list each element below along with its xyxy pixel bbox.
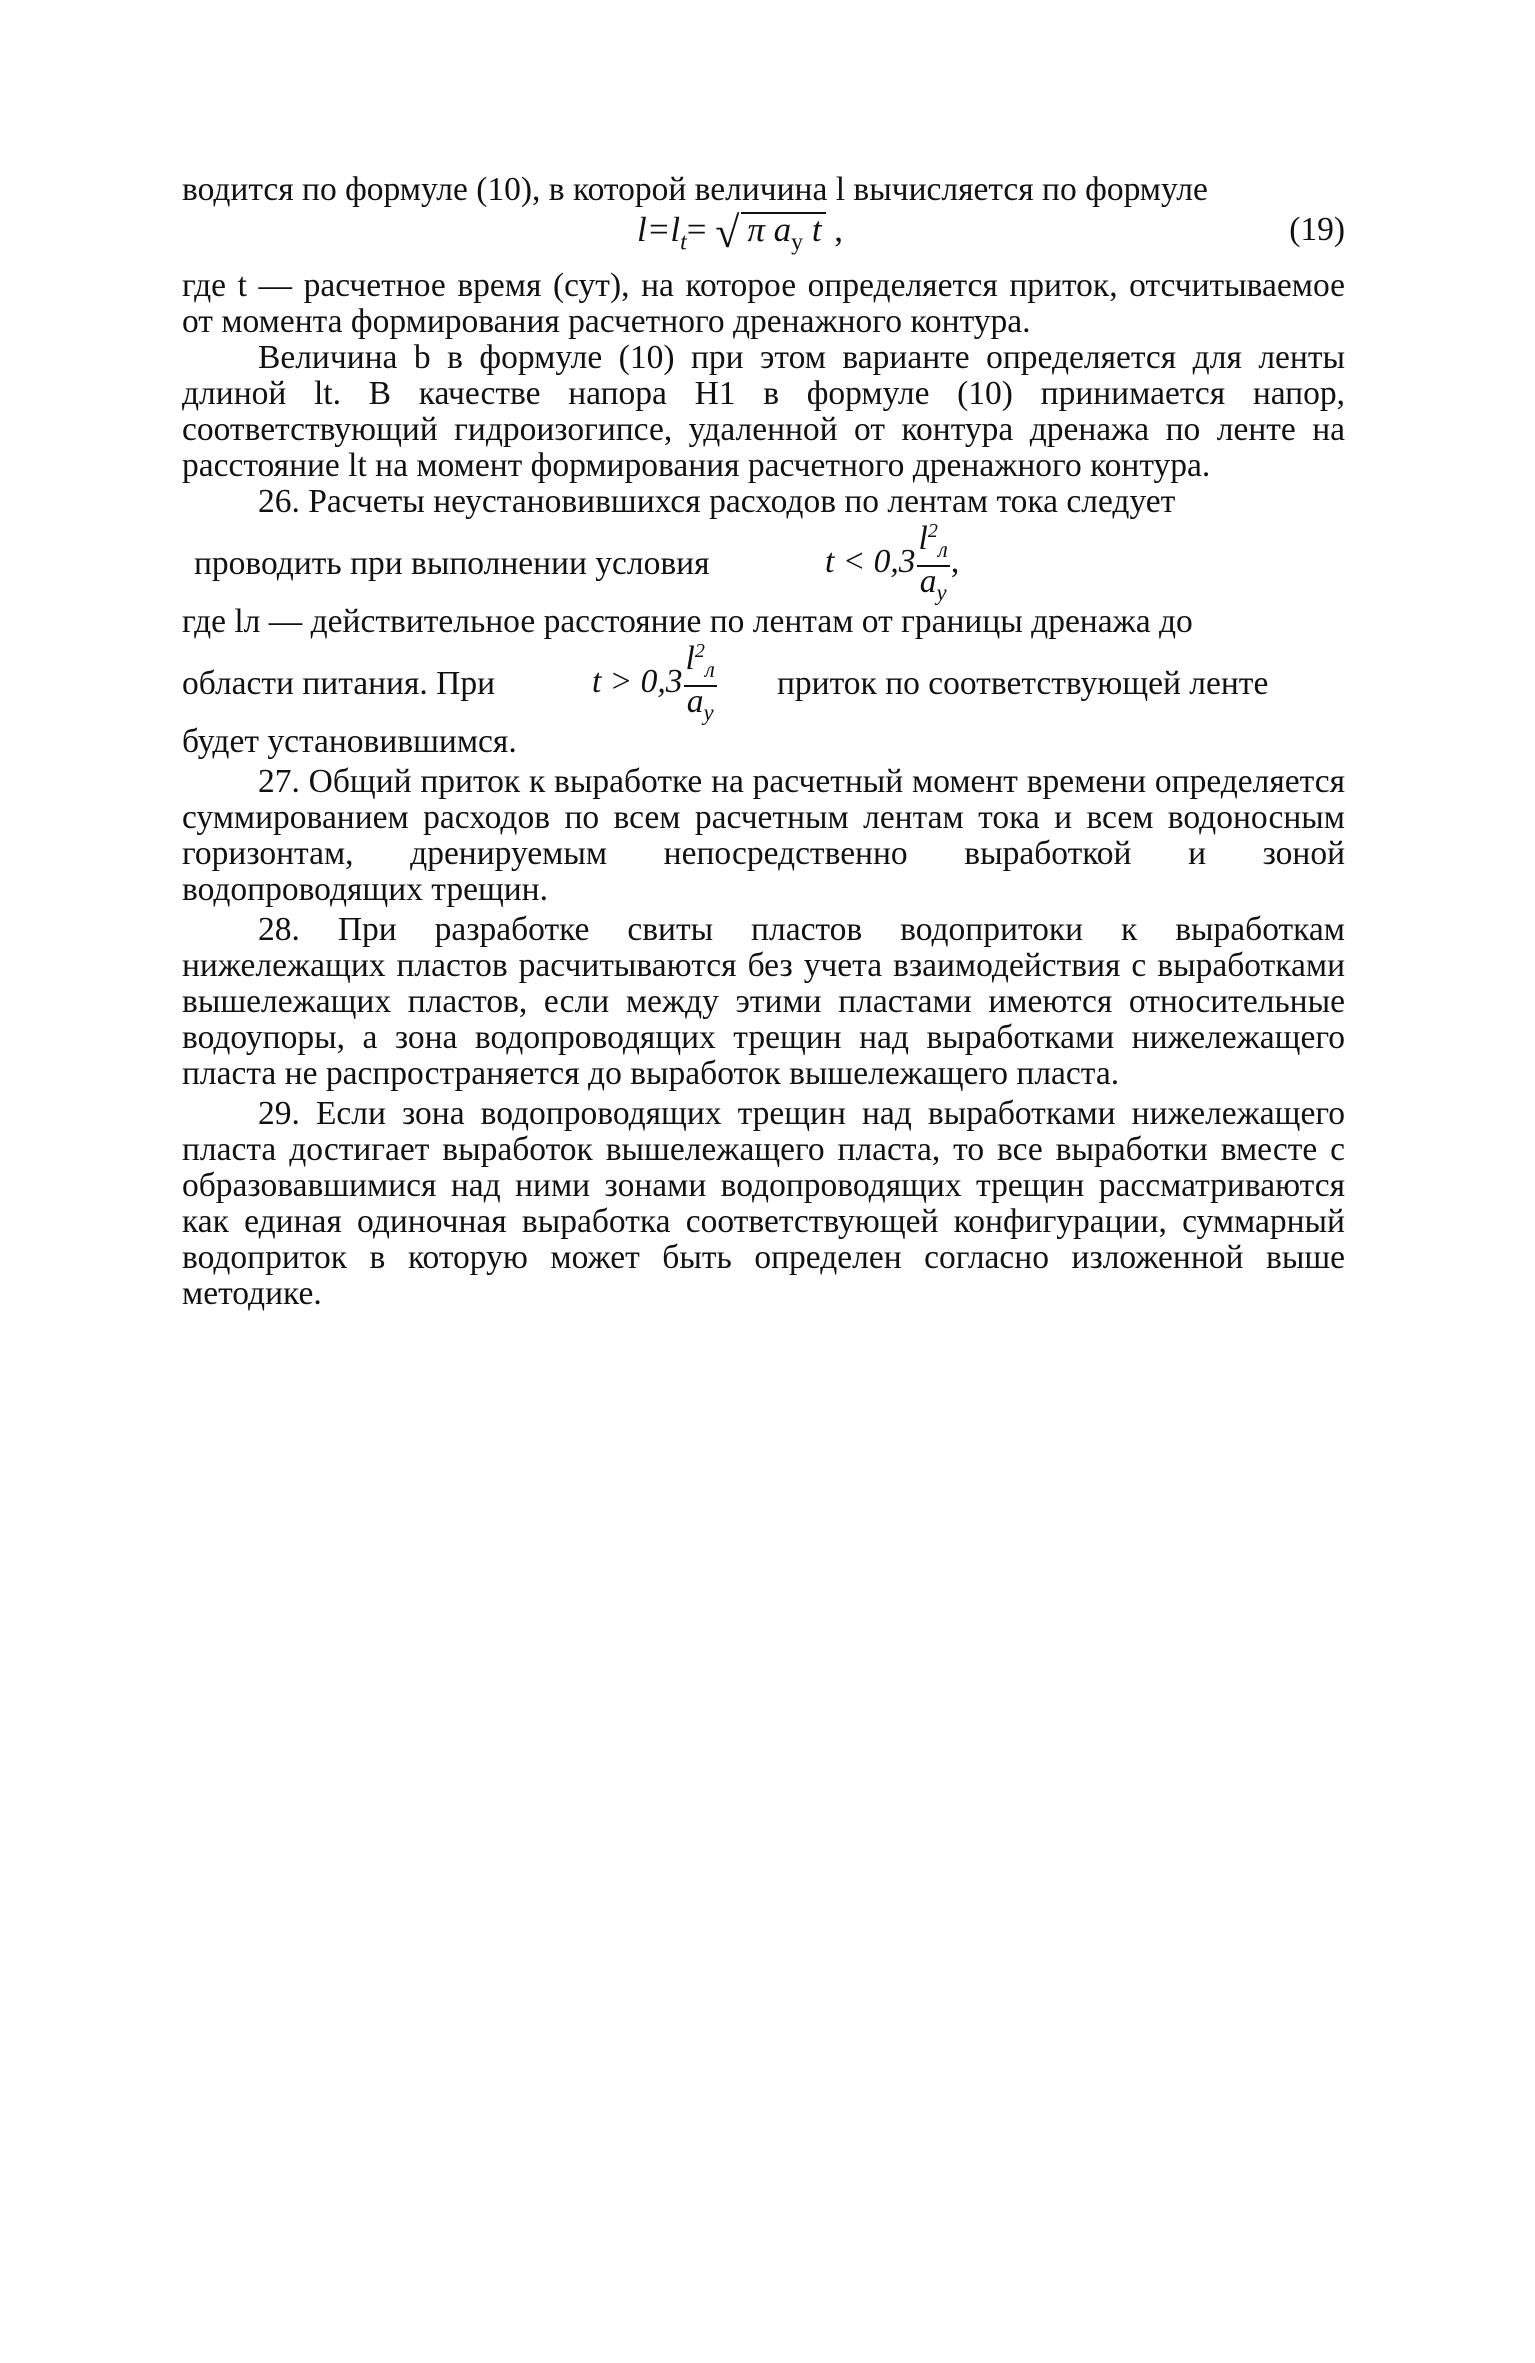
- formula-19-expression: [637, 208, 844, 260]
- condition-2-fraction: $\frac{l^2_л}{a_у}$: [683, 636, 718, 728]
- condition-2-expression: t > 0,3 $\frac{l^2_л}{a_у}$: [592, 640, 718, 724]
- paragraph-steady: будет установившимся.: [182, 723, 517, 760]
- paragraph-value-b: Величина b в формуле (10) при этом варианте определяется для ленты длиной lt. В качестве напора H1 в формуле (10) принимается напор, соответствующий гидроизогипсе, удаленной от контура дренажа по ленте на расстояние lt на момент формирования расчетного дренажного контура.: [182, 339, 1345, 484]
- condition-1-fraction: $\frac{l^2_л}{a_у}$: [916, 516, 951, 608]
- paragraph-26-heading: 26. Расчеты неустановившихся расходов по лентам тока следует: [258, 483, 1176, 520]
- paragraph-29: 29. Если зона водопроводящих трещин над выработками нижележащего пласта достигает выработок вышележащего пласта, то все выработки вместе с образовавшимися над ними зонами водопроводящих трещин рассматриваются как единая одиночная выработка соответствующей конфигурации, суммарный водоприток в которую может быть определен согласно изложенной выше методике.: [182, 1095, 1345, 1312]
- formula-19-number: (19): [1289, 211, 1345, 248]
- paragraph-27: 27. Общий приток к выработке на расчетный момент времени определяется суммированием расходов по всем расчетным лентам тока и всем водоносным горизонтам, дренируемым непосредственно выработкой и зоной водопроводящих трещин.: [182, 763, 1345, 908]
- condition-1-expression: t < 0,3 $\frac{l^2_л}{a_у}$ ,: [825, 520, 959, 604]
- paragraph-where-t: где t — расчетное время (сут), на которое определяется приток, отсчитываемое от момента формирования расчетного дренажного контура.: [182, 267, 1345, 340]
- paragraph-intro: водится по формуле (10), в которой величина l вычисляется по формуле: [182, 171, 1208, 208]
- radical-sign-icon: √: [715, 208, 740, 257]
- text-column: [182, 172, 1345, 1312]
- condition-2-tail: приток по соответствующей ленте: [777, 665, 1269, 702]
- formula-19-lhs: l=l: [637, 210, 681, 249]
- paragraph-28: 28. При разработке свиты пластов водопритоки к выработкам нижележащих пластов расчитываются без учета взаимодействия с выработками вышележащих пластов, если между этими пластами имеются относительные водоупоры, а зона водопроводящих трещин над выработками нижележащего пласта не распространяется до выработок вышележащего пласта.: [182, 911, 1345, 1092]
- formula-19-equals: =: [686, 210, 707, 249]
- condition-line-1: [182, 520, 1345, 604]
- formula-19-lhs-sub: t: [680, 229, 687, 256]
- formula-19-radicand: π $a_у$ t: [741, 212, 825, 258]
- condition-line-2: [182, 640, 1345, 724]
- formula-19: [182, 208, 1345, 268]
- paragraph-where-l: где lл — действительное расстояние по лентам от границы дренажа до: [182, 603, 1193, 640]
- condition-1-label: проводить при выполнении условия: [194, 545, 710, 582]
- condition-2-label: области питания. При: [182, 665, 496, 702]
- formula-19-comma: ,: [834, 210, 844, 249]
